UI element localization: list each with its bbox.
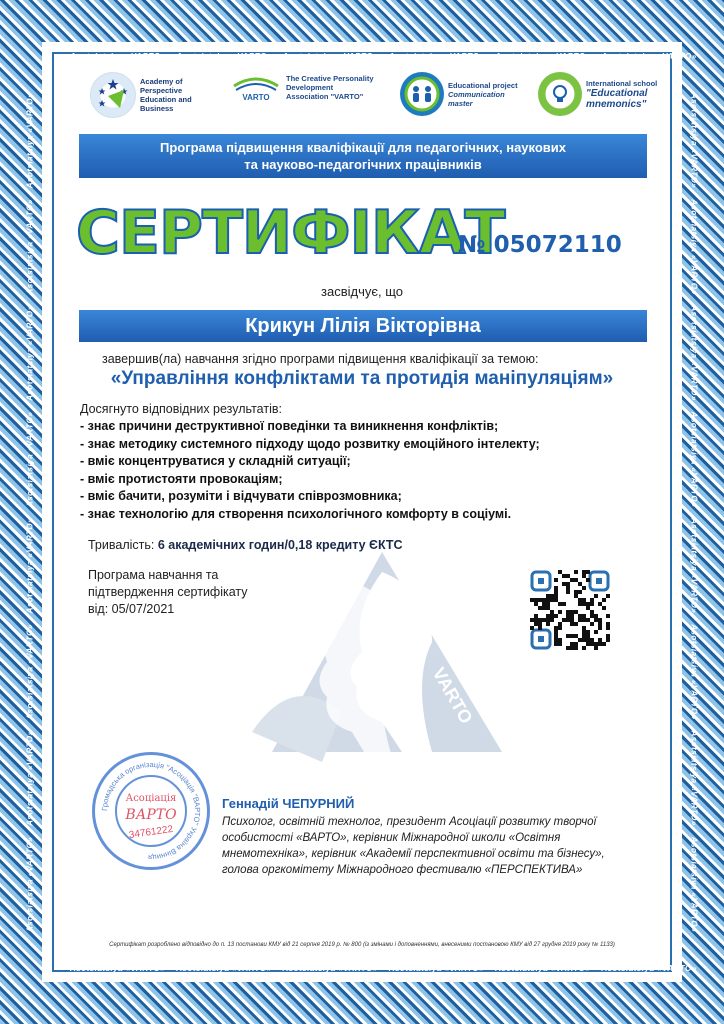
border-text-top: Asotsiatsiya «VARTO» Asotsiatsiya «VARTO» Asotsiatsiya «VARTO» Asotsiatsiya «VARTO» Asotsiatsiya «VARTO» Asotsiatsiya «VARTO» — [70, 52, 697, 61]
program-date-block — [88, 567, 248, 618]
varto-watermark — [232, 522, 532, 772]
result-item: - вміє протистояти провокаціям; — [80, 471, 283, 486]
result-item: - вміє концентруватися у складній ситуації; — [80, 454, 351, 469]
logo-mnemonics-text: International school "Educational mnemonics" — [586, 78, 658, 110]
logo-varto-association — [230, 72, 374, 102]
signer-description: Психолог, освітній технолог, президент Асоціації розвитку творчої особистості «ВАРТО», керівник Міжнародної школи «Освітня мнемотехніка», керівник «Академії перспективної освіти та бізнесу», голова оргкомітету Міжнародного фестивалю «ПЕРСПЕКТИВА» — [222, 816, 605, 876]
varto-emblem-icon — [230, 72, 282, 102]
logo-communication-text: Educational project Communication master — [448, 80, 518, 108]
logo-communication-master — [400, 72, 518, 116]
svg-text:VARTO: VARTO — [242, 93, 270, 102]
certificate-content — [62, 62, 662, 962]
duration-label: Тривалість: — [88, 538, 155, 552]
result-item: - знає технологію для створення психологічного комфорту в соціумі. — [80, 506, 512, 521]
certificate-number: № 05072110 — [458, 232, 622, 258]
logo-row — [80, 72, 660, 130]
program-banner-line2: та науково-педагогічних працівників — [244, 157, 482, 172]
logo-academy-text: Academy of Perspective Education and Business — [140, 77, 192, 113]
svg-text:Громадська організація "Асоціа: Громадська організація "Асоціація "ВАРТО" Україна Вінниця — [99, 759, 203, 863]
stamp-code: 34761222 — [128, 823, 174, 842]
completed-text: завершив(ла) навчання згідно програми підвищення кваліфікації за темою: — [102, 352, 539, 366]
result-item: - знає причини деструктивної поведінки та виникнення конфліктів; — [80, 419, 499, 433]
program-line2: підтвердження сертифікату — [88, 585, 248, 599]
course-topic: «Управління конфліктами та протидія маніпуляціям» — [110, 368, 614, 389]
border-text-bottom: Asotsiatsiya «VARTO» Asotsiatsiya «VARTO» Asotsiatsiya «VARTO» Asotsiatsiya «VARTO» Asotsiatsiya «VARTO» Asotsiatsiya «VARTO» — [70, 964, 697, 973]
program-line3: від: 05/07/2021 — [88, 602, 175, 616]
confirms-text: засвідчує, що — [321, 284, 403, 299]
communication-people-icon — [400, 72, 444, 116]
result-item: - вміє бачити, розуміти і відчувати співрозмовника; — [80, 489, 402, 504]
result-item: - знає методику системного підходу щодо розвитку емоційного інтелекту; — [80, 436, 540, 451]
program-banner-line1: Програма підвищення кваліфікації для педагогічних, наукових — [159, 140, 567, 155]
certificate-title: СЕРТИФІКАТ — [76, 198, 505, 268]
achieved-heading: Досягнуто відповідних результатів: — [80, 402, 282, 416]
logo-educational-mnemonics — [538, 72, 657, 116]
program-line1: Програма навчання та — [88, 568, 219, 582]
lightbulb-icon — [538, 72, 582, 116]
svg-text:VARTO: VARTO — [428, 664, 477, 728]
legal-footnote: Сертифікат розроблено відповідно до п. 13 постанови КМУ від 21 серпня 2019 р. № 800 (із змінами і доповненнями, внесеними постановою КМУ від 27 грудня 2019 року № 1133) — [109, 942, 615, 948]
duration-value: 6 академічних годин/0,18 кредиту ЄКТС — [157, 538, 403, 552]
stamp-word2: ВАРТО — [125, 807, 177, 823]
official-stamp — [92, 752, 210, 870]
logo-academy — [90, 72, 192, 118]
program-banner — [79, 134, 647, 178]
results-list — [80, 418, 540, 524]
border-text-left: Asotsiatsiya «VARTO» Asotsiatsiya «VARTO» Asotsiatsiya «VARTO» Asotsiatsiya «VARTO» Asotsiatsiya «VARTO» Asotsiatsiya «VARTO» Asotsiatsiya «VARTO» Asotsiatsiya «VARTO» — [25, 92, 35, 933]
qr-code[interactable] — [530, 570, 610, 650]
logo-varto-text: The Creative Personality Development Association "VARTO" — [286, 73, 374, 101]
signer-name: Геннадій ЧЕПУРНИЙ — [222, 796, 355, 811]
svg-text:Asotsiatsiya: Asotsiatsiya — [458, 574, 529, 676]
recipient-name: Крикун Лілія Вікторівна — [79, 310, 647, 342]
border-text-right: Asotsiatsiya «VARTO» Asotsiatsiya «VARTO» Asotsiatsiya «VARTO» Asotsiatsiya «VARTO» Asotsiatsiya «VARTO» Asotsiatsiya «VARTO» Asotsiatsiya «VARTO» Asotsiatsiya «VARTO» — [689, 92, 699, 933]
academy-stars-icon — [90, 72, 136, 118]
stamp-word1: Асоціація — [125, 793, 177, 804]
